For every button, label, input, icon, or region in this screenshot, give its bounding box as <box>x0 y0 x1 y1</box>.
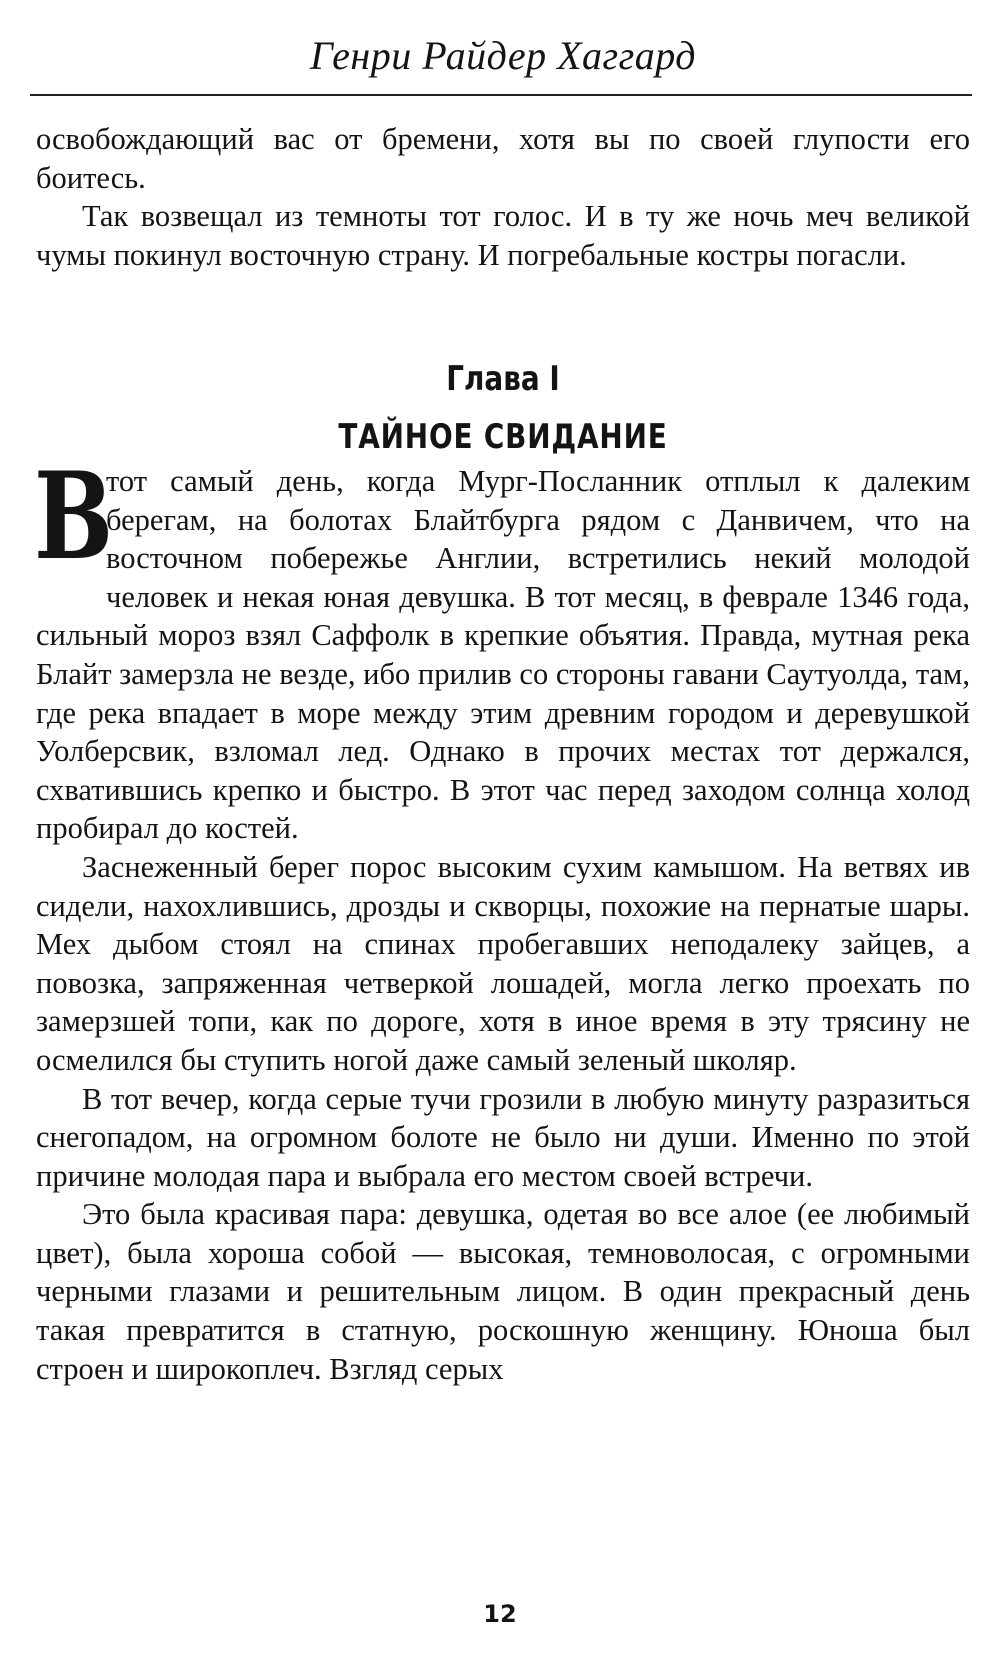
chapter-number: Глава I <box>446 359 560 399</box>
page-number: 12 <box>483 1600 517 1628</box>
chapter-heading <box>120 350 886 466</box>
chapter-title: ТАЙНОЕ СВИДАНИЕ <box>338 417 668 457</box>
intro-text <box>36 120 970 274</box>
body-paragraph: Заснеженный берег порос высоким сухим камышом. На ветвях ив сидели, нахохлившись, дрозды и скворцы, похожие на пернатые шары. Мех дыбом стоял на спинах пробегавших неподалеку зайцев, а повозка, запряженная четверкой лошадей, могла легко проехать по замерзшей топи, как по дороге, хотя в иное время в эту трясину не осмелился бы ступить ногой даже самый зеленый школяр. <box>36 849 970 1077</box>
body-paragraph: В тот вечер, когда серые тучи грозили в любую минуту разразиться снегопадом, на огромном болоте не было ни души. Именно по этой причине молодая пара и выбрала его местом своей встречи. <box>36 1081 970 1193</box>
body-paragraph-text: тот самый день, когда Мург-Посланник отплыл к далеким берегам, на болотах Блайтбурга рядом с Данвичем, что на восточном побережье Англии, встретились некий молодой человек и некая юная девушка. В тот месяц, в феврале 1346 года, сильный мороз взял Саффолк в крепкие объятия. Правда, мутная река Блайт замерзла не везде, ибо прилив со стороны гавани Саутуолда, там, где река впадает в море между этим древним городом и деревушкой Уолберсвик, взломал лед. Однако в прочих местах тот держался, схватившись крепко и быстро. В этот час перед заходом солнца холод пробирал до костей. <box>36 464 970 846</box>
running-header: Генри Райдер Хаггард <box>310 33 696 78</box>
header-rule <box>30 94 972 96</box>
chapter-text <box>34 446 970 1388</box>
intro-paragraph: Так возвещал из темноты тот голос. И в ту же ночь меч великой чумы покинул восточную страну. И погребальные костры погасли. <box>36 199 970 272</box>
body-paragraph <box>34 446 970 848</box>
drop-cap: В <box>34 446 114 587</box>
intro-paragraph: освобождающий вас от бремени, хотя вы по своей глупости его боитесь. <box>36 122 970 195</box>
body-paragraph: Это была красивая пара: девушка, одетая во все алое (ее любимый цвет), была хороша собой — высокая, темноволосая, с огромными черными глазами и решительным лицом. В один прекрасный день такая превратится в статную, роскошную женщину. Юноша был строен и широкоплеч. Взгляд серых <box>36 1197 970 1386</box>
